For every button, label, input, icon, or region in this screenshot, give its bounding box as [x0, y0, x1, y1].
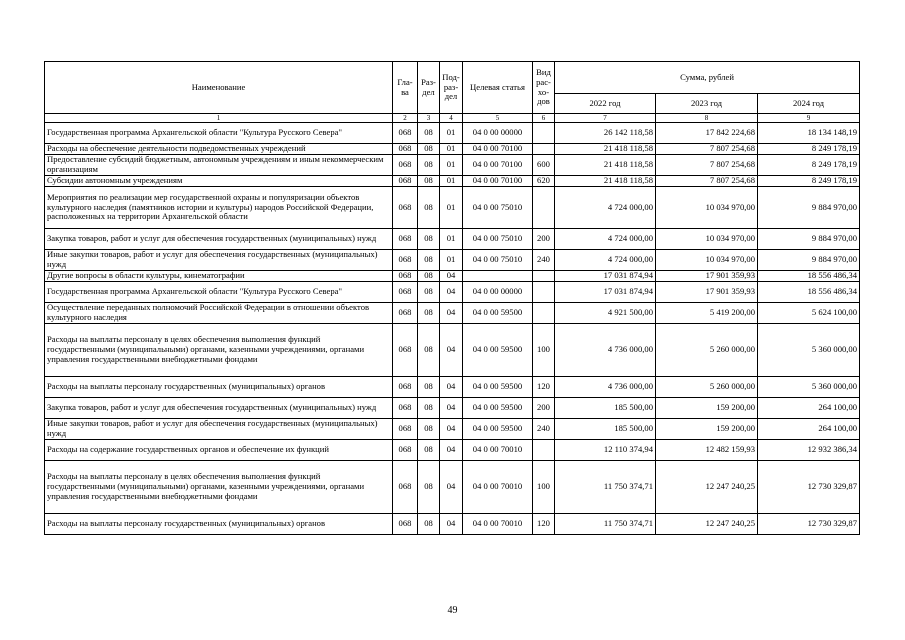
row-expense-type — [533, 144, 555, 155]
row-amount-2022: 4 921 500,00 — [555, 303, 656, 324]
row-section: 08 — [418, 187, 440, 229]
row-target: 04 0 00 70010 — [463, 440, 533, 461]
row-amount-2022: 17 031 874,94 — [555, 271, 656, 282]
row-amount-2023: 12 482 159,93 — [656, 440, 758, 461]
row-section: 08 — [418, 144, 440, 155]
row-subsection: 04 — [440, 271, 463, 282]
row-amount-2024: 9 884 970,00 — [758, 250, 860, 271]
row-amount-2022: 4 736 000,00 — [555, 324, 656, 377]
row-chapter: 068 — [393, 377, 418, 398]
row-name: Расходы на выплаты персоналу в целях обеспечения выполнения функций государственными (муниципальными) органами, казенными учреждениями, органами управления государственными внебюджетными фондами — [45, 461, 393, 514]
row-target: 04 0 00 70100 — [463, 176, 533, 187]
row-target: 04 0 00 59500 — [463, 419, 533, 440]
row-subsection: 04 — [440, 514, 463, 535]
row-target: 04 0 00 75010 — [463, 187, 533, 229]
row-subsection: 01 — [440, 123, 463, 144]
row-subsection: 04 — [440, 324, 463, 377]
row-subsection: 01 — [440, 229, 463, 250]
row-amount-2024: 12 730 329,87 — [758, 514, 860, 535]
table-row — [45, 155, 860, 176]
row-chapter: 068 — [393, 461, 418, 514]
table-row — [45, 176, 860, 187]
header-year-2022: 2022 год — [555, 94, 656, 114]
row-expense-type: 120 — [533, 514, 555, 535]
row-amount-2024: 5 360 000,00 — [758, 324, 860, 377]
row-subsection: 01 — [440, 155, 463, 176]
row-subsection: 04 — [440, 398, 463, 419]
row-expense-type — [533, 440, 555, 461]
row-chapter: 068 — [393, 176, 418, 187]
row-name: Расходы на выплаты персоналу государственных (муниципальных) органов — [45, 514, 393, 535]
row-amount-2024: 5 624 100,00 — [758, 303, 860, 324]
row-chapter: 068 — [393, 514, 418, 535]
row-amount-2022: 26 142 118,58 — [555, 123, 656, 144]
column-index: 1 — [45, 114, 393, 123]
row-amount-2024: 8 249 178,19 — [758, 155, 860, 176]
table-row — [45, 419, 860, 440]
row-name: Субсидии автономным учреждениям — [45, 176, 393, 187]
row-subsection: 01 — [440, 144, 463, 155]
row-section: 08 — [418, 514, 440, 535]
row-expense-type — [533, 282, 555, 303]
row-subsection: 01 — [440, 250, 463, 271]
row-amount-2023: 7 807 254,68 — [656, 155, 758, 176]
row-section: 08 — [418, 155, 440, 176]
row-amount-2024: 12 730 329,87 — [758, 461, 860, 514]
table-row — [45, 440, 860, 461]
row-name: Расходы на содержание государственных органов и обеспечение их функций — [45, 440, 393, 461]
table-row — [45, 377, 860, 398]
row-target: 04 0 00 75010 — [463, 229, 533, 250]
row-target: 04 0 00 75010 — [463, 250, 533, 271]
row-expense-type: 100 — [533, 461, 555, 514]
row-name: Расходы на обеспечение деятельности подведомственных учреждений — [45, 144, 393, 155]
row-name: Государственная программа Архангельской области "Культура Русского Севера" — [45, 123, 393, 144]
column-index: 4 — [440, 114, 463, 123]
row-amount-2023: 10 034 970,00 — [656, 250, 758, 271]
table-row — [45, 271, 860, 282]
row-chapter: 068 — [393, 282, 418, 303]
table-row — [45, 461, 860, 514]
row-amount-2024: 5 360 000,00 — [758, 377, 860, 398]
row-section: 08 — [418, 282, 440, 303]
row-expense-type — [533, 303, 555, 324]
row-section: 08 — [418, 398, 440, 419]
row-name: Расходы на выплаты персоналу государственных (муниципальных) органов — [45, 377, 393, 398]
header-target: Целевая статья — [463, 62, 533, 114]
table-row — [45, 187, 860, 229]
row-amount-2023: 17 842 224,68 — [656, 123, 758, 144]
table-row — [45, 282, 860, 303]
column-index: 3 — [418, 114, 440, 123]
row-expense-type: 100 — [533, 324, 555, 377]
row-amount-2024: 9 884 970,00 — [758, 187, 860, 229]
table-row — [45, 123, 860, 144]
row-amount-2023: 12 247 240,25 — [656, 461, 758, 514]
row-section: 08 — [418, 419, 440, 440]
row-subsection: 04 — [440, 303, 463, 324]
row-amount-2024: 18 134 148,19 — [758, 123, 860, 144]
table-row — [45, 250, 860, 271]
column-index: 9 — [758, 114, 860, 123]
table-row — [45, 229, 860, 250]
row-amount-2023: 12 247 240,25 — [656, 514, 758, 535]
row-section: 08 — [418, 303, 440, 324]
row-chapter: 068 — [393, 250, 418, 271]
row-target: 04 0 00 70100 — [463, 155, 533, 176]
row-target: 04 0 00 00000 — [463, 123, 533, 144]
row-amount-2022: 11 750 374,71 — [555, 461, 656, 514]
row-subsection: 04 — [440, 282, 463, 303]
row-expense-type — [533, 123, 555, 144]
row-chapter: 068 — [393, 187, 418, 229]
row-subsection: 04 — [440, 419, 463, 440]
row-section: 08 — [418, 176, 440, 187]
row-chapter: 068 — [393, 303, 418, 324]
row-amount-2023: 7 807 254,68 — [656, 144, 758, 155]
row-subsection: 04 — [440, 461, 463, 514]
row-amount-2022: 17 031 874,94 — [555, 282, 656, 303]
row-expense-type: 240 — [533, 419, 555, 440]
row-amount-2023: 10 034 970,00 — [656, 229, 758, 250]
row-expense-type: 200 — [533, 229, 555, 250]
row-amount-2023: 159 200,00 — [656, 419, 758, 440]
row-chapter: 068 — [393, 144, 418, 155]
row-subsection: 01 — [440, 187, 463, 229]
row-amount-2024: 8 249 178,19 — [758, 176, 860, 187]
row-chapter: 068 — [393, 440, 418, 461]
row-name: Иные закупки товаров, работ и услуг для обеспечения государственных (муниципальных) нужд — [45, 419, 393, 440]
row-target: 04 0 00 70010 — [463, 514, 533, 535]
row-amount-2022: 185 500,00 — [555, 398, 656, 419]
row-amount-2023: 7 807 254,68 — [656, 176, 758, 187]
row-chapter: 068 — [393, 229, 418, 250]
row-amount-2024: 8 249 178,19 — [758, 144, 860, 155]
row-section: 08 — [418, 229, 440, 250]
row-name: Расходы на выплаты персоналу в целях обеспечения выполнения функций государственными (муниципальными) органами, казенными учреждениями, органами управления государственными внебюджетными фондами — [45, 324, 393, 377]
row-chapter: 068 — [393, 419, 418, 440]
row-expense-type — [533, 271, 555, 282]
row-name: Государственная программа Архангельской области "Культура Русского Севера" — [45, 282, 393, 303]
budget-table — [44, 61, 860, 535]
row-expense-type: 620 — [533, 176, 555, 187]
header-amount: Сумма, рублей — [555, 62, 860, 94]
row-amount-2023: 10 034 970,00 — [656, 187, 758, 229]
row-chapter: 068 — [393, 324, 418, 377]
row-target — [463, 271, 533, 282]
column-index: 2 — [393, 114, 418, 123]
row-chapter: 068 — [393, 155, 418, 176]
row-section: 08 — [418, 377, 440, 398]
row-subsection: 04 — [440, 377, 463, 398]
row-section: 08 — [418, 123, 440, 144]
row-amount-2023: 5 260 000,00 — [656, 377, 758, 398]
row-subsection: 04 — [440, 440, 463, 461]
row-chapter: 068 — [393, 123, 418, 144]
row-amount-2022: 21 418 118,58 — [555, 144, 656, 155]
row-expense-type — [533, 187, 555, 229]
row-name: Иные закупки товаров, работ и услуг для обеспечения государственных (муниципальных) нужд — [45, 250, 393, 271]
row-name: Другие вопросы в области культуры, кинематографии — [45, 271, 393, 282]
row-amount-2022: 185 500,00 — [555, 419, 656, 440]
header-section: Раз-дел — [418, 62, 440, 114]
row-section: 08 — [418, 271, 440, 282]
row-target: 04 0 00 70010 — [463, 461, 533, 514]
row-amount-2024: 264 100,00 — [758, 398, 860, 419]
column-index: 5 — [463, 114, 533, 123]
row-target: 04 0 00 59500 — [463, 377, 533, 398]
row-amount-2022: 4 724 000,00 — [555, 250, 656, 271]
row-name: Закупка товаров, работ и услуг для обеспечения государственных (муниципальных) нужд — [45, 229, 393, 250]
row-amount-2023: 17 901 359,93 — [656, 271, 758, 282]
table-row — [45, 303, 860, 324]
row-amount-2022: 4 724 000,00 — [555, 187, 656, 229]
page-number: 49 — [447, 605, 458, 616]
row-name: Закупка товаров, работ и услуг для обеспечения государственных (муниципальных) нужд — [45, 398, 393, 419]
header-expense-type: Вид рас-хо-дов — [533, 62, 555, 114]
table-row — [45, 144, 860, 155]
row-section: 08 — [418, 461, 440, 514]
row-amount-2022: 4 724 000,00 — [555, 229, 656, 250]
table-row — [45, 398, 860, 419]
row-amount-2023: 17 901 359,93 — [656, 282, 758, 303]
header-year-2023: 2023 год — [656, 94, 758, 114]
row-amount-2022: 21 418 118,58 — [555, 176, 656, 187]
row-amount-2024: 12 932 386,34 — [758, 440, 860, 461]
column-index: 7 — [555, 114, 656, 123]
row-chapter: 068 — [393, 398, 418, 419]
row-amount-2024: 18 556 486,34 — [758, 282, 860, 303]
table-row — [45, 324, 860, 377]
row-amount-2023: 159 200,00 — [656, 398, 758, 419]
row-amount-2024: 264 100,00 — [758, 419, 860, 440]
row-section: 08 — [418, 250, 440, 271]
row-section: 08 — [418, 324, 440, 377]
header-year-2024: 2024 год — [758, 94, 860, 114]
row-target: 04 0 00 70100 — [463, 144, 533, 155]
row-amount-2023: 5 260 000,00 — [656, 324, 758, 377]
column-index: 6 — [533, 114, 555, 123]
header-name: Наименование — [45, 62, 393, 114]
row-amount-2024: 9 884 970,00 — [758, 229, 860, 250]
row-expense-type: 600 — [533, 155, 555, 176]
row-amount-2022: 11 750 374,71 — [555, 514, 656, 535]
row-amount-2024: 18 556 486,34 — [758, 271, 860, 282]
row-amount-2022: 12 110 374,94 — [555, 440, 656, 461]
row-target: 04 0 00 00000 — [463, 282, 533, 303]
row-expense-type: 120 — [533, 377, 555, 398]
column-index-row — [45, 114, 860, 123]
row-expense-type: 200 — [533, 398, 555, 419]
row-expense-type: 240 — [533, 250, 555, 271]
row-target: 04 0 00 59500 — [463, 398, 533, 419]
row-name: Осуществление переданных полномочий Российской Федерации в отношении объектов культурного наследия — [45, 303, 393, 324]
column-index: 8 — [656, 114, 758, 123]
row-amount-2022: 21 418 118,58 — [555, 155, 656, 176]
row-subsection: 01 — [440, 176, 463, 187]
row-name: Предоставление субсидий бюджетным, автономным учреждениям и иным некоммерческим организациям — [45, 155, 393, 176]
row-target: 04 0 00 59500 — [463, 324, 533, 377]
row-target: 04 0 00 59500 — [463, 303, 533, 324]
table-row — [45, 514, 860, 535]
row-section: 08 — [418, 440, 440, 461]
row-amount-2022: 4 736 000,00 — [555, 377, 656, 398]
header-subsection: Под-раз-дел — [440, 62, 463, 114]
header-chapter: Гла-ва — [393, 62, 418, 114]
row-chapter: 068 — [393, 271, 418, 282]
row-amount-2023: 5 419 200,00 — [656, 303, 758, 324]
row-name: Мероприятия по реализации мер государственной охраны и популяризации объектов культурного наследия (памятников истории и культуры) народов Российской Федерации, расположенных на территории Архангельской области — [45, 187, 393, 229]
